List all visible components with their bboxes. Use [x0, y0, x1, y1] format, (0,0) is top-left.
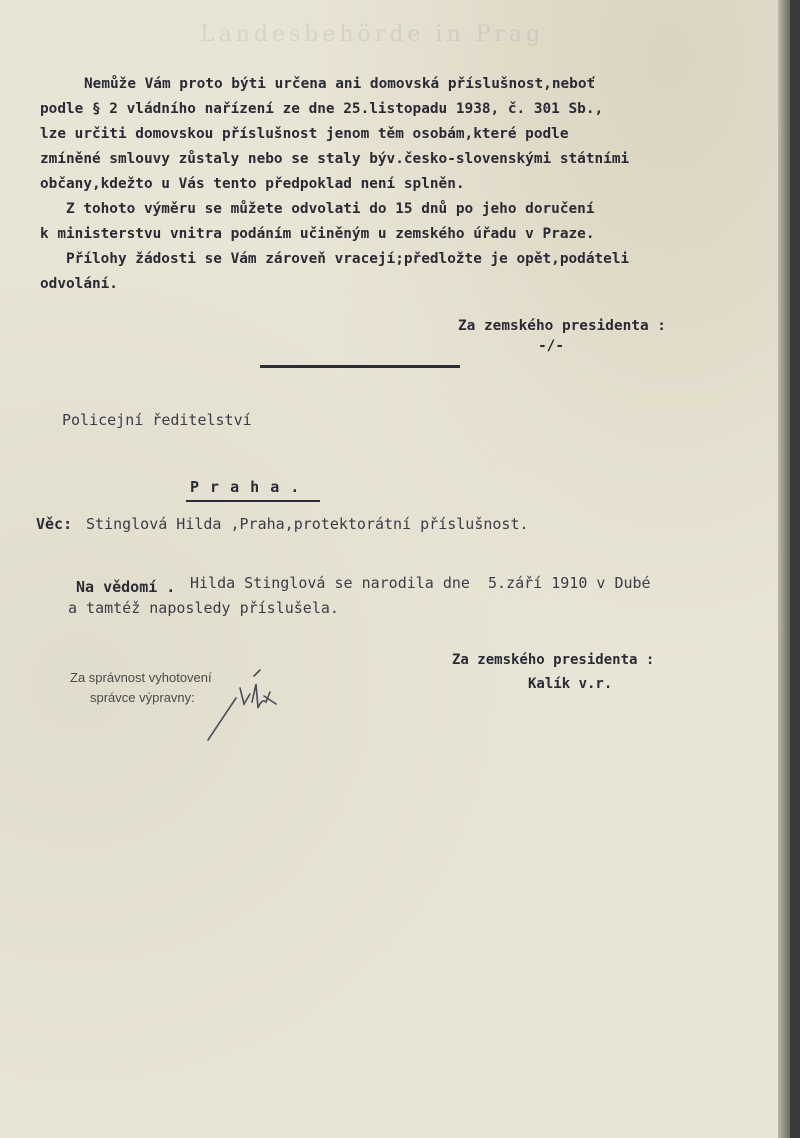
body-line-1: Nemůže Vám proto býti určena ani domovská příslušnost,neboť — [84, 76, 596, 92]
page-edge — [778, 0, 790, 1138]
recipient-city: P r a h a . — [190, 478, 301, 496]
signatory-name: Kalík v.r. — [528, 676, 613, 692]
notice-text-line-1: Hilda Stinglová se narodila dne 5.září 1910 v Dubé — [190, 574, 651, 592]
subject-label: Věc: — [36, 515, 73, 533]
stamp-line-2: správce výpravny: — [90, 690, 195, 705]
notice-label: Na vědomí . — [76, 578, 176, 596]
handwritten-signature — [200, 668, 290, 748]
body-line-6: Z tohoto výměru se můžete odvolati do 15 dnů po jeho doručení — [40, 201, 595, 217]
letterhead-bleedthrough: Landesbehörde in Prag — [200, 22, 545, 47]
body-line-7: k ministerstvu vnitra podáním učiněným u zemského úřadu v Praze. — [40, 226, 595, 242]
recipient-office: Policejní ředitelství — [62, 411, 252, 429]
city-underline — [186, 500, 320, 502]
notice-text-line-2: a tamtéž naposledy příslušela. — [68, 599, 339, 617]
signature-mark: -/- — [538, 338, 564, 354]
subject-text: Stinglová Hilda ,Praha,protektorátní příslušnost. — [86, 515, 529, 533]
separator-line — [260, 365, 460, 368]
stamp-line-1: Za správnost vyhotovení — [70, 670, 212, 685]
signature-line-1: Za zemského presidenta : — [458, 318, 666, 334]
body-line-8: Přílohy žádosti se Vám zároveň vracejí;předložte je opět,podáteli — [40, 251, 630, 267]
body-line-3: lze určiti domovskou příslušnost jenom těm osobám,které podle — [40, 126, 569, 142]
signature-line-2: Za zemského presidenta : — [452, 652, 655, 668]
body-line-4: zmíněné smlouvy zůstaly nebo se staly býv.česko-slovenskými státními — [40, 151, 630, 167]
body-line-9: odvolání. — [40, 276, 118, 292]
body-line-5: občany,kdežto u Vás tento předpoklad není splněn. — [40, 176, 465, 192]
body-line-2: podle § 2 vládního nařízení ze dne 25.listopadu 1938, č. 301 Sb., — [40, 101, 604, 117]
